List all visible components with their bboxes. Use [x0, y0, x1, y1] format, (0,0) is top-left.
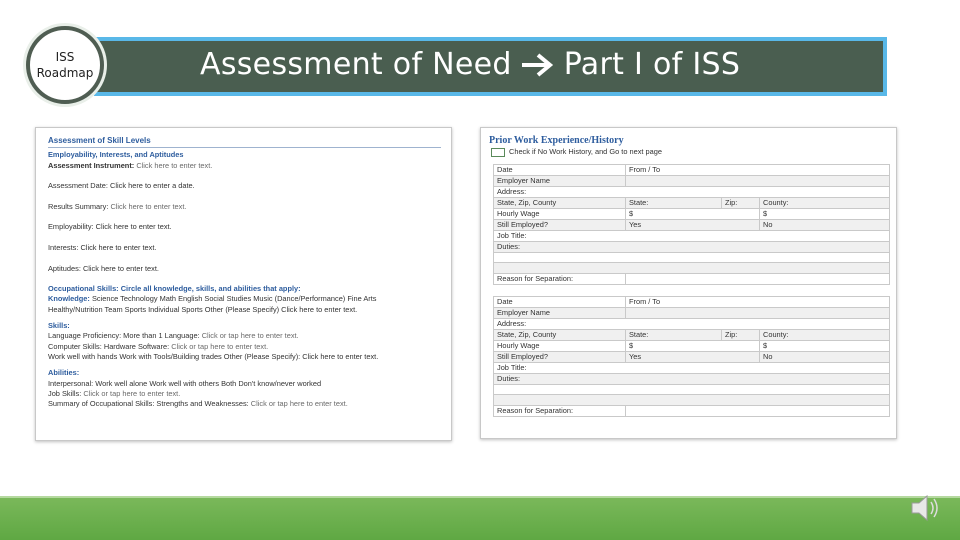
- language-row: [48, 331, 441, 341]
- skills-title: Skills:: [48, 321, 70, 331]
- zip-field[interactable]: Zip:: [722, 329, 760, 340]
- employability-label: Employability:: [48, 222, 94, 232]
- results-field[interactable]: Click here to enter text.: [110, 201, 187, 211]
- employer-field[interactable]: [626, 175, 890, 186]
- aptitudes-field[interactable]: Click here to enter text.: [82, 263, 159, 273]
- title-left: Assessment of Need: [200, 47, 512, 82]
- employer-table-1: [493, 164, 890, 285]
- employability-row: [48, 222, 441, 232]
- skill-assessment-document: [35, 127, 452, 441]
- aptitudes-row: [48, 264, 441, 274]
- employability-field[interactable]: Click here to enter text.: [95, 222, 172, 232]
- wage-label: Hourly Wage: [494, 208, 626, 219]
- county-field[interactable]: County:: [760, 197, 890, 208]
- duties-extra[interactable]: [494, 395, 890, 406]
- date-label: Date: [494, 164, 626, 175]
- knowledge-label: Knowledge:: [48, 294, 90, 304]
- reason-field[interactable]: [626, 273, 890, 284]
- interests-field[interactable]: Click here to enter text.: [80, 242, 157, 252]
- state-zip-label: State, Zip, County: [494, 197, 626, 208]
- wage-field-2[interactable]: $: [760, 340, 890, 351]
- no-work-history-label: Check if No Work History, and Go to next page: [509, 147, 662, 157]
- wage-label: Hourly Wage: [494, 340, 626, 351]
- reason-label: Reason for Separation:: [494, 273, 626, 284]
- job-title-field[interactable]: Job Title:: [494, 362, 890, 373]
- page-title: [200, 47, 740, 82]
- interpersonal-row[interactable]: Interpersonal: Work well alone Work well with others Both Don't know/never worked: [48, 378, 322, 388]
- state-zip-label: State, Zip, County: [494, 329, 626, 340]
- date-field[interactable]: Click here to enter a date.: [110, 181, 195, 191]
- language-field[interactable]: Click or tap here to enter text.: [201, 331, 299, 341]
- date-label: Date: [494, 296, 626, 307]
- abilities-title: Abilities:: [48, 368, 80, 378]
- date-row: [48, 181, 441, 191]
- knowledge-row: [48, 294, 441, 304]
- hands-row[interactable]: Work well with hands Work with Tools/Building trades Other (Please Specify): Click here to enter text.: [48, 351, 379, 361]
- job-skills-label: Job Skills:: [48, 388, 82, 398]
- job-skills-row: [48, 389, 441, 399]
- computer-label: Computer Skills: Hardware Software:: [48, 341, 170, 351]
- duties-field[interactable]: Duties:: [494, 241, 890, 252]
- job-title-field[interactable]: Job Title:: [494, 230, 890, 241]
- no-work-history-checkbox[interactable]: [491, 148, 505, 157]
- arrow-right-icon: [518, 50, 558, 80]
- footer-bar: [0, 498, 960, 540]
- from-to-field[interactable]: From / To: [626, 164, 890, 175]
- employer-label: Employer Name: [494, 175, 626, 186]
- zip-field[interactable]: Zip:: [722, 197, 760, 208]
- title-right: Part I of ISS: [563, 47, 741, 82]
- computer-row: [48, 342, 441, 352]
- employer-field[interactable]: [626, 307, 890, 318]
- work-history-title: Prior Work Experience/History: [489, 135, 624, 146]
- duties-extra[interactable]: [494, 263, 890, 274]
- instrument-row: [48, 161, 441, 171]
- wage-field-1[interactable]: $: [626, 340, 760, 351]
- state-field[interactable]: State:: [626, 197, 722, 208]
- language-label: Language Proficiency: More than 1 Language:: [48, 331, 200, 341]
- skill-doc-title: Assessment of Skill Levels: [48, 136, 441, 148]
- aptitudes-label: Aptitudes:: [48, 263, 81, 273]
- yes-option[interactable]: Yes: [626, 219, 760, 230]
- occupational-skills-title: Occupational Skills: Circle all knowledge, skills, and abilities that apply:: [48, 284, 301, 294]
- address-field[interactable]: Address:: [494, 186, 890, 197]
- job-skills-field[interactable]: Click or tap here to enter text.: [83, 388, 181, 398]
- address-field[interactable]: Address:: [494, 318, 890, 329]
- interests-row: [48, 243, 441, 253]
- duties-extra[interactable]: [494, 252, 890, 263]
- employer-label: Employer Name: [494, 307, 626, 318]
- iss-roadmap-button[interactable]: [26, 26, 104, 104]
- skill-doc-subtitle: Employability, Interests, and Aptitudes: [48, 150, 184, 160]
- results-label: Results Summary:: [48, 201, 109, 211]
- no-work-history-row: [491, 147, 886, 157]
- badge-line2: Roadmap: [36, 66, 94, 80]
- instrument-field[interactable]: Click here to enter text.: [136, 160, 213, 170]
- yes-option[interactable]: Yes: [626, 351, 760, 362]
- county-field[interactable]: County:: [760, 329, 890, 340]
- summary-field[interactable]: Click or tap here to enter text.: [250, 399, 348, 409]
- badge-line1: ISS: [55, 50, 75, 64]
- no-option[interactable]: No: [760, 351, 890, 362]
- results-row: [48, 202, 441, 212]
- employer-table-2: [493, 296, 890, 417]
- from-to-field[interactable]: From / To: [626, 296, 890, 307]
- reason-label: Reason for Separation:: [494, 405, 626, 416]
- speaker-icon[interactable]: [908, 490, 944, 526]
- instrument-label: Assessment Instrument:: [48, 160, 135, 170]
- still-employed-label: Still Employed?: [494, 219, 626, 230]
- reason-field[interactable]: [626, 405, 890, 416]
- wage-field-2[interactable]: $: [760, 208, 890, 219]
- duties-extra[interactable]: [494, 384, 890, 395]
- work-history-document: [480, 127, 897, 439]
- state-field[interactable]: State:: [626, 329, 722, 340]
- interests-label: Interests:: [48, 242, 79, 252]
- computer-field[interactable]: Click or tap here to enter text.: [171, 341, 269, 351]
- still-employed-label: Still Employed?: [494, 351, 626, 362]
- summary-row: [48, 399, 441, 409]
- no-option[interactable]: No: [760, 219, 890, 230]
- knowledge-options[interactable]: Science Technology Math English Social Studies Music (Dance/Performance) Fine Arts: [91, 294, 377, 304]
- wage-field-1[interactable]: $: [626, 208, 760, 219]
- duties-field[interactable]: Duties:: [494, 373, 890, 384]
- health-row[interactable]: Healthy/Nutrition Team Sports Individual Sports Other (Please Specify) Click here to enter text.: [48, 304, 358, 314]
- date-label: Assessment Date:: [48, 181, 108, 191]
- summary-label: Summary of Occupational Skills: Strengths and Weaknesses:: [48, 399, 249, 409]
